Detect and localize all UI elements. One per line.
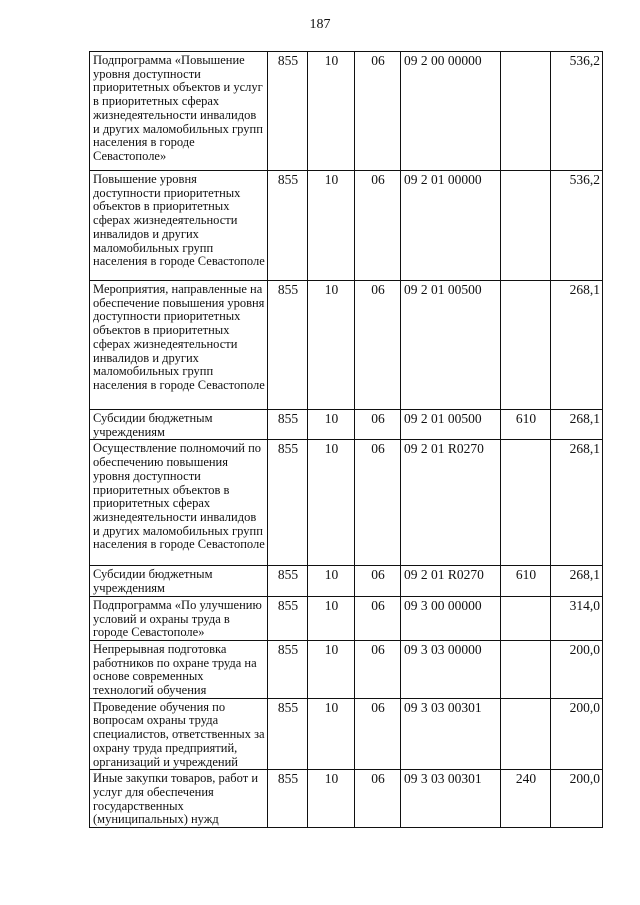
- row-name-cell: Повышение уровня доступности приоритетных объектов в приоритетных сферах жизнедеятельности инвалидов и других маломобильных групп населения в городе Севастополе: [90, 171, 268, 281]
- row-name-cell: Осуществление полномочий по обеспечению повышения уровня доступности приоритетных объектов в приоритетных сферах жизнедеятельности инвалидов и других маломобильных групп населения в городе Севастополе: [90, 440, 268, 566]
- amount-cell: 268,1: [551, 440, 603, 566]
- target-article-cell: 09 3 00 00000: [401, 596, 501, 640]
- section-code-cell: 10: [308, 440, 355, 566]
- subsection-code-cell: 06: [355, 410, 401, 440]
- target-article-cell: 09 2 01 R0270: [401, 440, 501, 566]
- expense-type-cell: 610: [501, 410, 551, 440]
- row-name-cell: Подпрограмма «Повышение уровня доступности приоритетных объектов и услуг в приоритетных сферах жизнедеятельности инвалидов и других маломобильных групп населения в городе Севастополе»: [90, 52, 268, 171]
- ministry-code-cell: 855: [268, 770, 308, 828]
- row-name-cell: Субсидии бюджетным учреждениям: [90, 410, 268, 440]
- ministry-code-cell: 855: [268, 281, 308, 410]
- expense-type-cell: [501, 596, 551, 640]
- table-row: [90, 596, 603, 640]
- ministry-code-cell: 855: [268, 698, 308, 770]
- section-code-cell: 10: [308, 171, 355, 281]
- row-name-cell: Проведение обучения по вопросам охраны труда специалистов, ответственных за охрану труда предприятий, организаций и учреждений: [90, 698, 268, 770]
- target-article-cell: 09 2 01 00500: [401, 281, 501, 410]
- section-code-cell: 10: [308, 698, 355, 770]
- expense-type-cell: 240: [501, 770, 551, 828]
- expense-type-cell: [501, 440, 551, 566]
- amount-cell: 314,0: [551, 596, 603, 640]
- table-row: [90, 698, 603, 770]
- table-row: [90, 171, 603, 281]
- budget-table: [89, 51, 603, 828]
- section-code-cell: 10: [308, 640, 355, 698]
- table-row: [90, 52, 603, 171]
- row-name-cell: Иные закупки товаров, работ и услуг для обеспечения государственных (муниципальных) нужд: [90, 770, 268, 828]
- subsection-code-cell: 06: [355, 440, 401, 566]
- ministry-code-cell: 855: [268, 566, 308, 596]
- table-row: [90, 566, 603, 596]
- expense-type-cell: [501, 52, 551, 171]
- section-code-cell: 10: [308, 596, 355, 640]
- section-code-cell: 10: [308, 410, 355, 440]
- ministry-code-cell: 855: [268, 52, 308, 171]
- page-number: 187: [309, 17, 331, 32]
- expense-type-cell: 610: [501, 566, 551, 596]
- target-article-cell: 09 3 03 00301: [401, 770, 501, 828]
- target-article-cell: 09 2 01 00500: [401, 410, 501, 440]
- amount-cell: 200,0: [551, 770, 603, 828]
- ministry-code-cell: 855: [268, 596, 308, 640]
- ministry-code-cell: 855: [268, 440, 308, 566]
- expense-type-cell: [501, 698, 551, 770]
- amount-cell: 536,2: [551, 52, 603, 171]
- table-row: [90, 440, 603, 566]
- subsection-code-cell: 06: [355, 52, 401, 171]
- ministry-code-cell: 855: [268, 410, 308, 440]
- target-article-cell: 09 3 03 00301: [401, 698, 501, 770]
- subsection-code-cell: 06: [355, 640, 401, 698]
- row-name-cell: Субсидии бюджетным учреждениям: [90, 566, 268, 596]
- target-article-cell: 09 2 00 00000: [401, 52, 501, 171]
- row-name-cell: Непрерывная подготовка работников по охране труда на основе современных технологий обучения: [90, 640, 268, 698]
- table-row: [90, 410, 603, 440]
- subsection-code-cell: 06: [355, 770, 401, 828]
- target-article-cell: 09 3 03 00000: [401, 640, 501, 698]
- expense-type-cell: [501, 171, 551, 281]
- table-row: [90, 640, 603, 698]
- row-name-cell: Подпрограмма «По улучшению условий и охраны труда в городе Севастополе»: [90, 596, 268, 640]
- section-code-cell: 10: [308, 770, 355, 828]
- target-article-cell: 09 2 01 R0270: [401, 566, 501, 596]
- subsection-code-cell: 06: [355, 171, 401, 281]
- subsection-code-cell: 06: [355, 698, 401, 770]
- subsection-code-cell: 06: [355, 596, 401, 640]
- amount-cell: 200,0: [551, 640, 603, 698]
- target-article-cell: 09 2 01 00000: [401, 171, 501, 281]
- expense-type-cell: [501, 281, 551, 410]
- ministry-code-cell: 855: [268, 171, 308, 281]
- section-code-cell: 10: [308, 281, 355, 410]
- amount-cell: 268,1: [551, 566, 603, 596]
- ministry-code-cell: 855: [268, 640, 308, 698]
- table-row: [90, 281, 603, 410]
- section-code-cell: 10: [308, 566, 355, 596]
- amount-cell: 536,2: [551, 171, 603, 281]
- row-name-cell: Мероприятия, направленные на обеспечение повышения уровня доступности приоритетных объектов в приоритетных сферах жизнедеятельности инвалидов и других маломобильных групп населения в городе Севастополе: [90, 281, 268, 410]
- amount-cell: 200,0: [551, 698, 603, 770]
- section-code-cell: 10: [308, 52, 355, 171]
- subsection-code-cell: 06: [355, 566, 401, 596]
- amount-cell: 268,1: [551, 410, 603, 440]
- table-row: [90, 770, 603, 828]
- budget-table-body: [90, 52, 603, 828]
- subsection-code-cell: 06: [355, 281, 401, 410]
- expense-type-cell: [501, 640, 551, 698]
- amount-cell: 268,1: [551, 281, 603, 410]
